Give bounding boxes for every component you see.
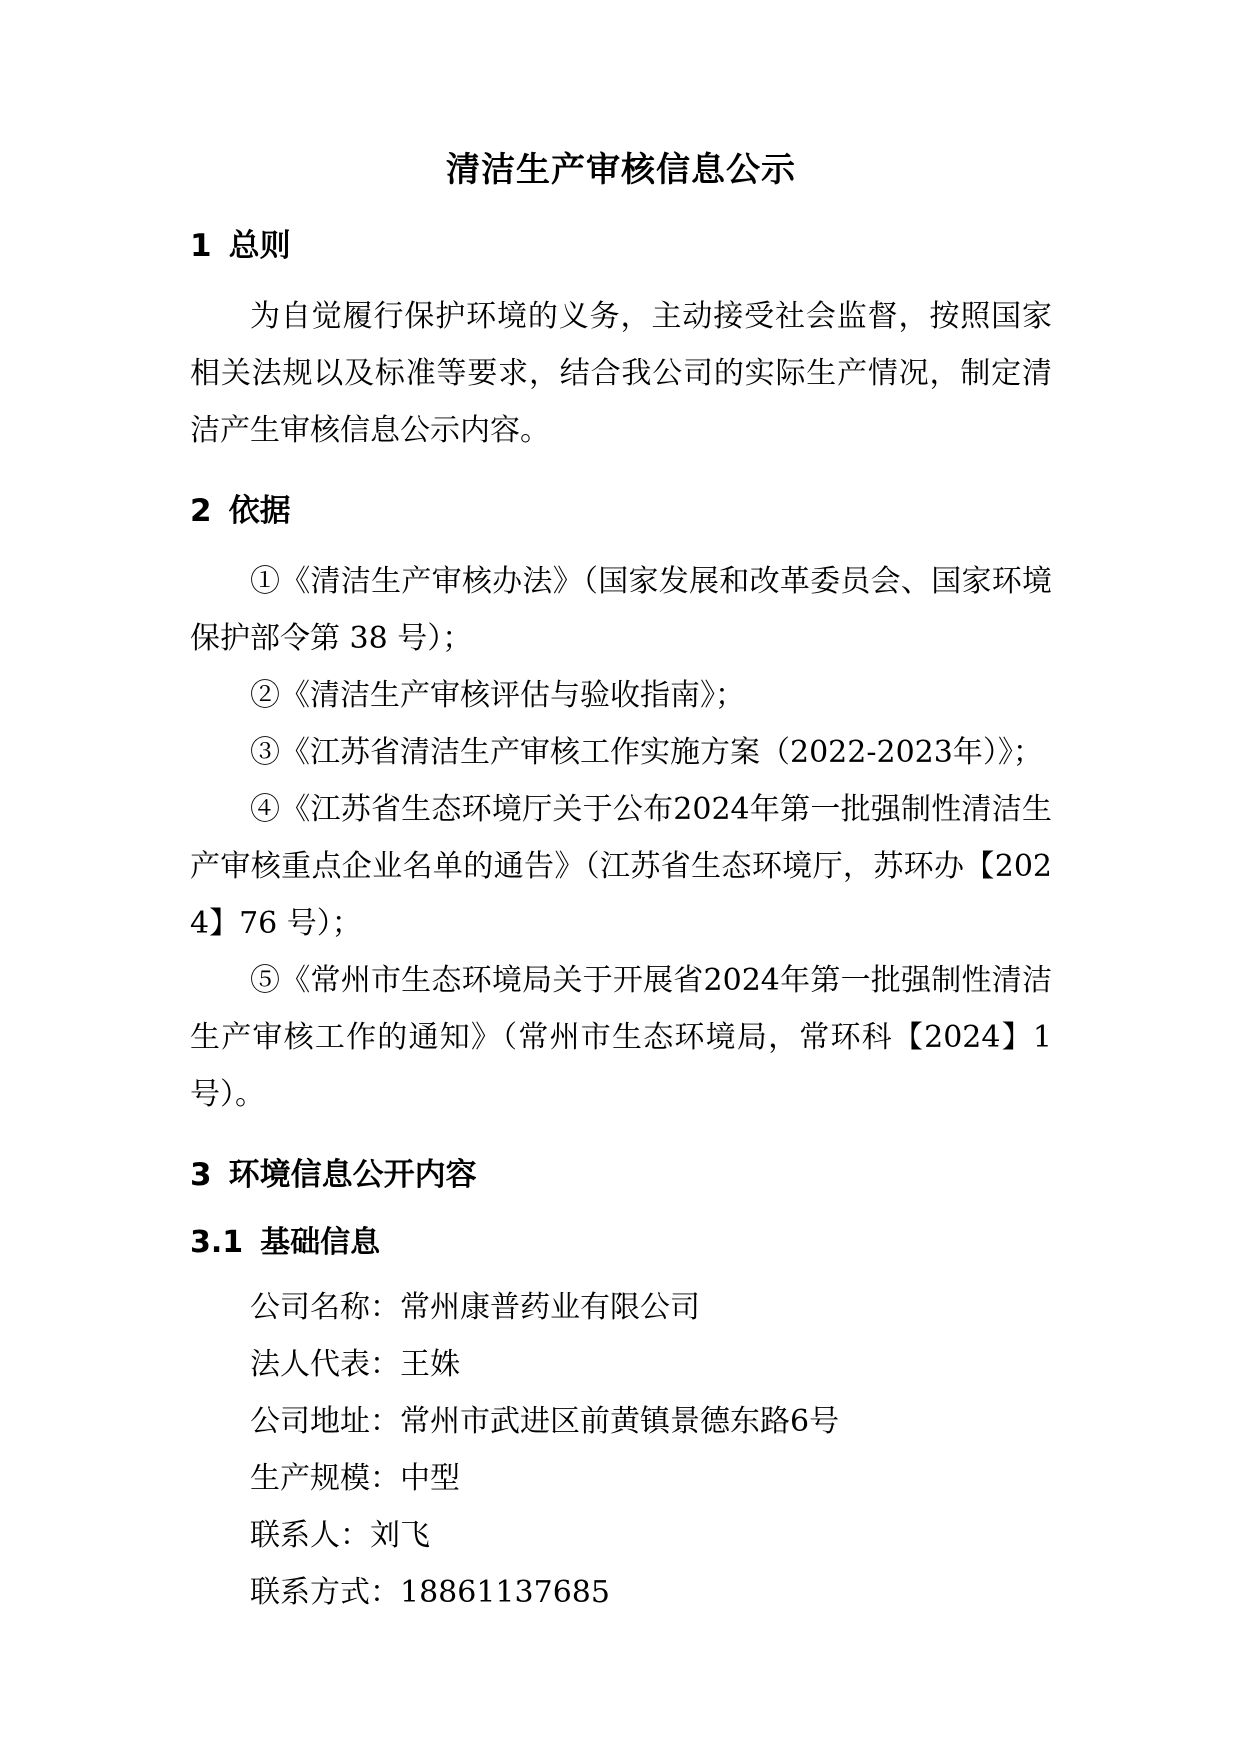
section-number: 2 [190,493,212,529]
info-label: 公司地址 [250,1404,370,1439]
section-number: 3 [190,1157,212,1193]
info-value: 18861137685 [400,1575,610,1610]
info-value: 常州康普药业有限公司 [400,1290,700,1325]
info-value: 王姝 [400,1347,460,1382]
subsection-heading-text: 基础信息 [260,1225,381,1260]
section-number: 1 [190,228,212,264]
info-line-contact-phone [190,1564,1052,1621]
page-title: 清洁生产审核信息公示 [446,150,796,190]
section-heading-1 [190,226,1052,266]
info-line-company-name [190,1279,1052,1336]
subsection-number: 3.1 [190,1225,244,1260]
reference-item-4: ④《江苏省生态环境厅关于公布2024年第一批强制性清洁生产审核重点企业名单的通告》（江苏省生态环境厅，苏环办【2024】76 号）； [190,792,1052,941]
section-heading-text: 环境信息公开内容 [228,1157,477,1193]
info-line-legal-representative [190,1336,1052,1393]
info-colon: ： [370,1347,400,1382]
section-heading-text: 依据 [228,493,291,529]
info-line-contact-person [190,1507,1052,1564]
info-colon: ： [370,1575,400,1610]
info-colon: ： [370,1461,400,1496]
info-label: 法人代表 [250,1347,370,1382]
info-colon: ： [340,1518,370,1553]
info-line-production-scale [190,1450,1052,1507]
section-heading-text: 总则 [228,228,291,264]
info-label: 生产规模 [250,1461,370,1496]
section-1-paragraph: 为自觉履行保护环境的义务，主动接受社会监督，按照国家相关法规以及标准等要求，结合我公司的实际生产情况，制定清洁产生审核信息公示内容。 [190,299,1052,448]
info-value: 刘飞 [370,1518,430,1553]
subsection-heading-3-1 [190,1223,1052,1263]
info-value: 中型 [400,1461,460,1496]
reference-item-2: ②《清洁生产审核评估与验收指南》； [250,678,745,713]
info-colon: ： [370,1404,400,1439]
reference-item-1: ①《清洁生产审核办法》（国家发展和改革委员会、国家环境保护部令第 38 号）； [190,564,1052,656]
info-label: 联系人 [250,1518,340,1553]
reference-item-5: ⑤《常州市生态环境局关于开展省2024年第一批强制性清洁生产审核工作的通知》（常州市生态环境局，常环科【2024】1号）。 [190,963,1052,1112]
info-line-company-address [190,1393,1052,1450]
info-colon: ： [370,1290,400,1325]
info-value: 常州市武进区前黄镇景德东路6号 [400,1404,840,1439]
reference-item-3: ③《江苏省清洁生产审核工作实施方案（2022-2023年）》； [250,735,1043,770]
info-label: 公司名称 [250,1290,370,1325]
section-heading-3 [190,1155,1052,1195]
section-heading-2 [190,491,1052,531]
info-label: 联系方式 [250,1575,370,1610]
